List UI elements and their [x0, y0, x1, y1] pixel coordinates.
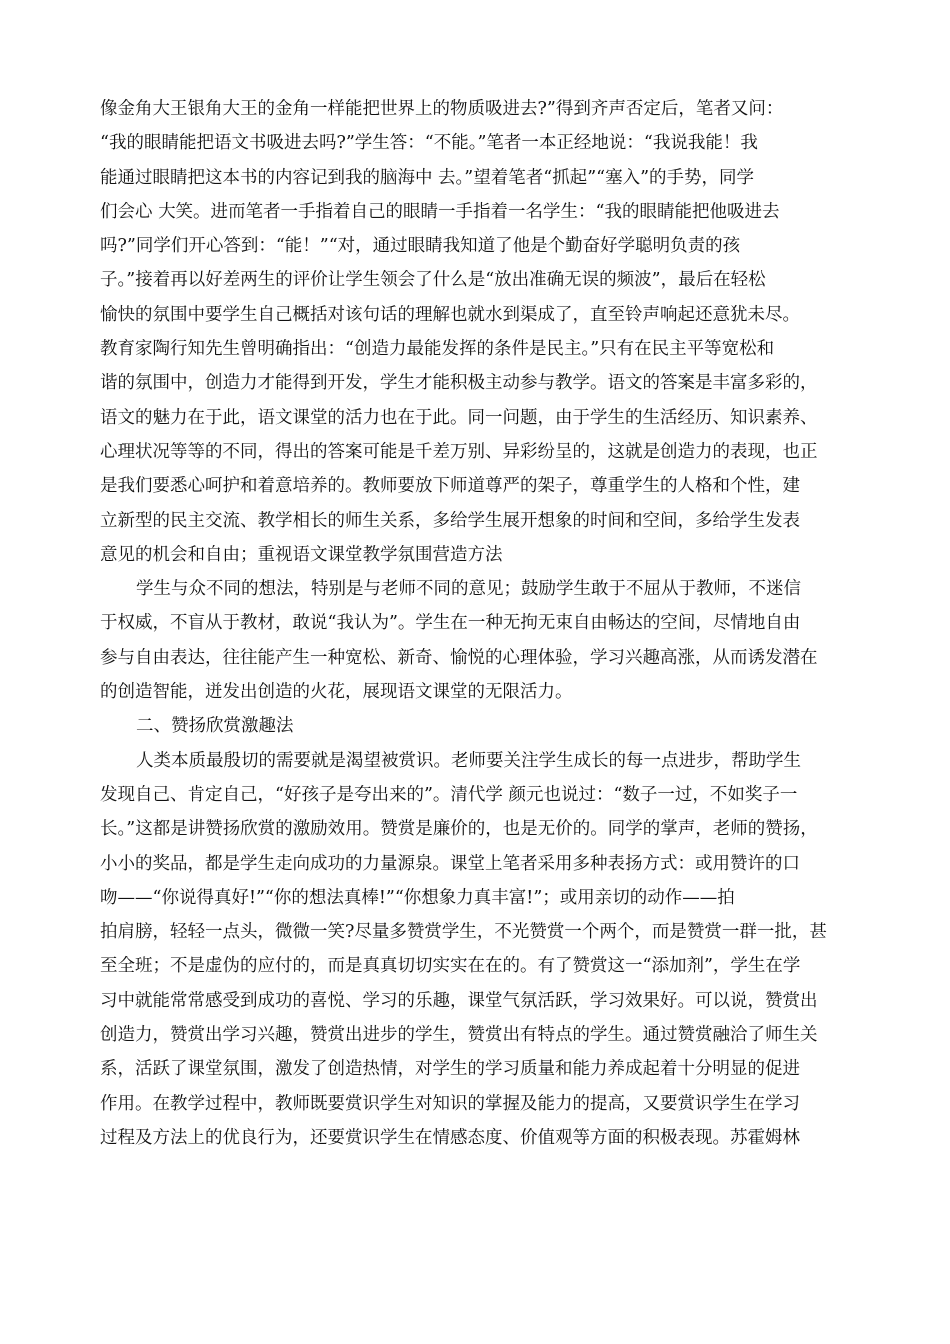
text-line: 能通过眼睛把这本书的内容记到我的脑海中 去。”望着笔者“抓起”“塞入”的手势，同学: [100, 167, 755, 188]
text-line: 长。”这都是讲赞扬欣赏的激励效用。赞赏是廉价的，也是无价的。同学的掌声，老师的赞扬，: [100, 819, 818, 840]
text-line: “我的眼睛能把语文书吸进去吗?”学生答：“不能。”笔者一本正经地说：“我说我能！我: [100, 133, 758, 154]
text-line: 参与自由表达，往往能产生一种宽松、新奇、愉悦的心理体验，学习兴趣高涨，从而诱发潜在: [100, 647, 818, 668]
text-line: 像金角大王银角大王的金角一样能把世界上的物质吸进去?”得到齐声否定后，笔者又问：: [100, 99, 784, 119]
text-line: 拍肩膀，轻轻一点头，微微一笑?尽量多赞赏学生，不光赞赏一个两个，而是赞赏一群一批，甚: [100, 922, 827, 943]
text-line: 于权威，不盲从于教材，敢说“我认为”。学生在一种无拘无束自由畅达的空间，尽情地自由: [100, 613, 801, 634]
text-line: 心理状况等等的不同，得出的答案可能是千差万别、异彩纷呈的，这就是创造力的表现，也正: [100, 441, 818, 462]
text-line: 至全班；不是虚伪的应付的，而是真真切切实实在在的。有了赞赏这一“添加剂”，学生在学: [100, 956, 801, 977]
text-line: 们会心 大笑。进而笔者一手指着自己的眼睛一手指着一名学生：“我的眼睛能把他吸进去: [100, 201, 780, 222]
text-line: 的创造智能，迸发出创造的火花，展现语文课堂的无限活力。: [100, 682, 573, 703]
text-line: 小小的奖品，都是学生走向成功的力量源泉。课堂上笔者采用多种表扬方式：或用赞许的口: [100, 853, 800, 874]
text-line: 吻——“你说得真好!”“你的想法真棒!”“你想象力真丰富!”；或用亲切的动作——拍: [100, 887, 735, 908]
text-line: 教育家陶行知先生曾明确指出：“创造力最能发挥的条件是民主。”只有在民主平等宽松和: [100, 339, 775, 360]
text-line: 发现自己、肯定自己，“好孩子是夸出来的”。清代学 颜元也说过：“数子一过，不如奖子一: [100, 784, 798, 805]
text-line: 谐的氛围中，创造力才能得到开发，学生才能积极主动参与教学。语文的答案是丰富多彩的，: [100, 373, 818, 394]
document-page: [100, 92, 860, 1155]
text-line: 过程及方法上的优良行为，还要赏识学生在情感态度、价值观等方面的积极表现。苏霍姆林: [100, 1127, 800, 1148]
text-line: 是我们要悉心呵护和着意培养的。教师要放下师道尊严的架子，尊重学生的人格和个性，建: [100, 476, 800, 497]
text-line: 习中就能常常感受到成功的喜悦、学习的乐趣，课堂气氛活跃，学习效果好。可以说，赞赏出: [100, 990, 818, 1011]
paragraph-start-line: 人类本质最殷切的需要就是渴望被赏识。老师要关注学生成长的每一点进步，帮助学生: [136, 750, 801, 771]
text-line: 愉快的氛围中要学生自己概括对该句话的理解也就水到渠成了，直至铃声响起还意犹未尽。: [100, 304, 800, 325]
text-line: 创造力，赞赏出学习兴趣，赞赏出进步的学生，赞赏出有特点的学生。通过赞赏融洽了师生关: [100, 1025, 818, 1046]
section-heading: 二、赞扬欣赏激趣法: [136, 716, 294, 737]
text-line: 作用。在教学过程中，教师既要赏识学生对知识的掌握及能力的提高，又要赏识学生在学习: [100, 1093, 800, 1114]
paragraph-start-line: 学生与众不同的想法，特别是与老师不同的意见；鼓励学生敢于不屈从于教师，不迷信: [136, 579, 801, 600]
text-line: 吗?”同学们开心答到：“能！”“对，通过眼睛我知道了他是个勤奋好学聪明负责的孩: [100, 236, 741, 257]
text-line: 立新型的民主交流、教学相长的师生关系，多给学生展开想象的时间和空间，多给学生发表: [100, 510, 800, 531]
text-line: 语文的魅力在于此，语文课堂的活力也在于此。同一问题，由于学生的生活经历、知识素养、: [100, 407, 818, 428]
text-line: 子。”接着再以好差两生的评价让学生领会了什么是“放出准确无误的频波”，最后在轻松: [100, 270, 766, 291]
text-line: 意见的机会和自由；重视语文课堂教学氛围营造方法: [100, 544, 503, 565]
text-line: 系，活跃了课堂氛围，激发了创造热情，对学生的学习质量和能力养成起着十分明显的促进: [100, 1059, 800, 1080]
